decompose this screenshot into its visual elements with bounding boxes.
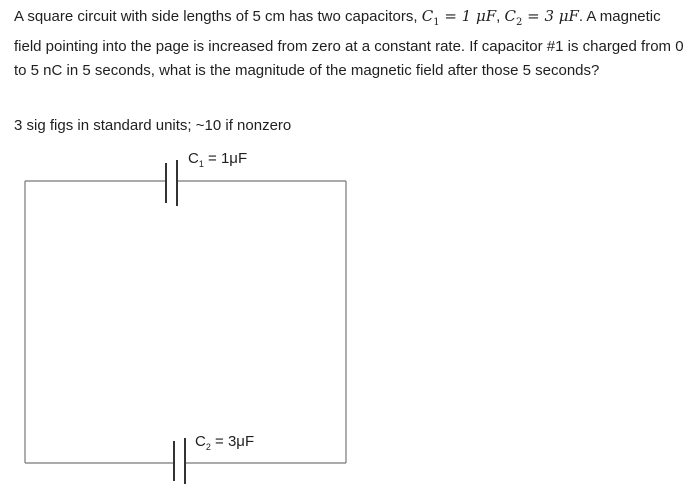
math-separator: , xyxy=(496,8,505,25)
question-part1: A square circuit with side lengths of 5 cm has two capacitors, xyxy=(14,8,422,25)
answer-hint: 3 sig figs in standard units; ~10 if nonzero xyxy=(14,117,292,134)
question-part2: . A magnetic field pointing into the page is increased from zero at a constant rate. If capacitor #1 is charged from 0 to 5 nC in 5 seconds, what is the magnitude of the magnetic field after those 5 seconds? xyxy=(14,8,684,79)
capacitor-2-label: $C_2 = 3\mu F$ xyxy=(195,433,255,452)
capacitor-1-label: $C_1 = 1\mu F$ xyxy=(188,150,248,169)
c1-math: $C_1 = 1$ μF xyxy=(421,7,497,28)
c2-math: $C_2 = 3$ μF xyxy=(504,7,579,28)
